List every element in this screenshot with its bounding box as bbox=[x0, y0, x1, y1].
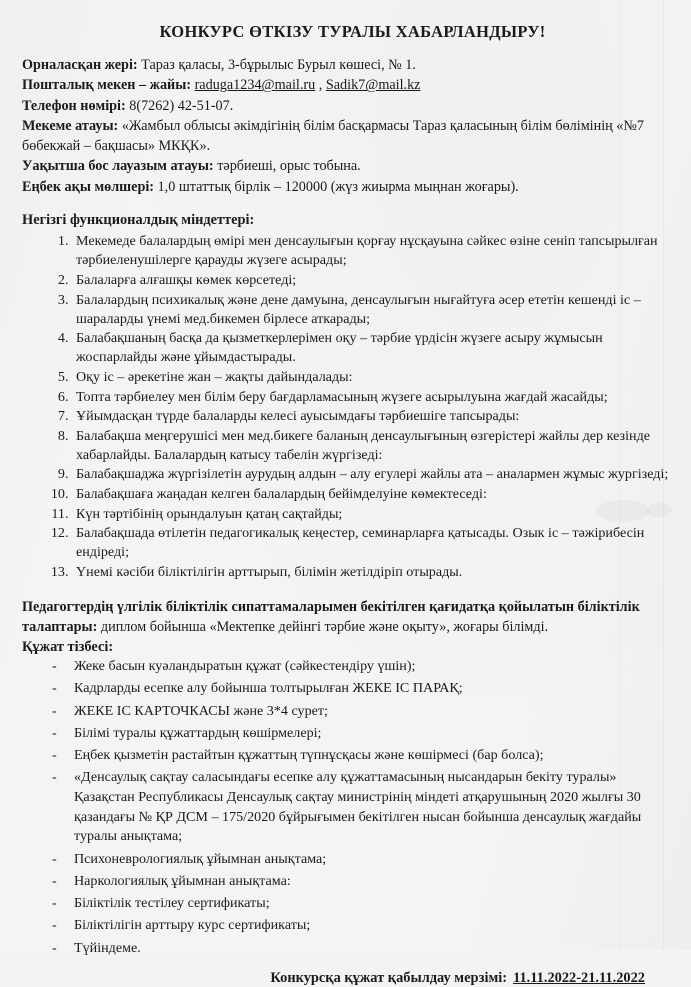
document-item bbox=[52, 746, 677, 766]
field-salary bbox=[22, 178, 677, 197]
dash-marker-icon: - bbox=[52, 769, 57, 786]
dash-marker-icon: - bbox=[52, 850, 57, 867]
field-phone-value: 8(7262) 42-51-07. bbox=[125, 97, 234, 114]
duty-item: 10. Балабақшаға жаңадан келген балалардың бейімделуіне көмектеседі: bbox=[72, 485, 677, 504]
field-vacancy-title bbox=[22, 157, 677, 176]
duty-item: 5. Оқу іс – әрекетіне жан – жақты дайындалады: bbox=[72, 368, 677, 387]
email-link-secondary[interactable]: Sadik7@mail.kz bbox=[325, 77, 421, 94]
dash-marker-icon: - bbox=[52, 702, 57, 719]
field-salary-value: 1,0 штаттық бірлік – 120000 (жүз жиырма мыңнан жоғары). bbox=[154, 178, 519, 195]
field-institution-name bbox=[22, 117, 677, 156]
document-item bbox=[52, 939, 677, 959]
document-item bbox=[52, 894, 677, 914]
document-item bbox=[52, 916, 677, 936]
field-location-value: Тараз қаласы, 3-бұрылыс Бурыл көшесі, № 1. bbox=[137, 57, 416, 73]
field-postal-address-label: Пошталық мекен – жайы: bbox=[22, 77, 192, 94]
document-item bbox=[52, 702, 677, 722]
field-institution-name-value: «Жамбыл облысы әкімдігінің білім басқармасы Тараз қаласының білім бөлімінің «№7 бөбекжай – бақшасы» МКҚК». bbox=[22, 118, 645, 154]
dash-marker-icon: - bbox=[52, 680, 57, 697]
duty-item: 4. Балабақшаның басқа да қызметкерлерімен оқу – тәрбие үрдісін жүзеге асыру жұмысын жоспарлайды және ұйымдастырады. bbox=[72, 329, 677, 367]
document-item-text: «Денсаулық сақтау саласындағы есепке алу құжаттамасының нысандарын бекіту туралы» Қазақстан Республикасы Денсаулық сақтау министрінің міндеті атқарушының 2020 жылғы 30 қазандағы № ҚР ДСМ – 175/2020 бұйрығымен бекітілген нысан бойынша денсаулық жағдайы туралы анықтама; bbox=[74, 769, 642, 845]
document-item bbox=[52, 657, 677, 677]
field-vacancy-title-label: Уақытша бос лауазым атауы: bbox=[22, 158, 214, 175]
documents-heading: Құжат тізбесі: bbox=[22, 639, 114, 656]
duty-item: 8. Балабақша меңгерушісі мен мед.бикеге баланың денсаулығының өзгерістері жайлы дер кезінде хабарлайды. Балалардың катысу табелін жүргізеді: bbox=[72, 427, 677, 465]
document-item-text: Біліктілік тестілеу сертификаты; bbox=[74, 895, 270, 912]
field-vacancy-title-value: тәрбиеші, орыс тобына. bbox=[213, 158, 361, 175]
field-institution-name-label: Мекеме атауы: bbox=[22, 118, 119, 135]
field-salary-label: Еңбек ақы мөлшері: bbox=[22, 178, 155, 195]
dash-marker-icon: - bbox=[52, 895, 57, 912]
field-phone-label: Телефон нөмірі: bbox=[22, 97, 126, 114]
field-location bbox=[22, 56, 677, 75]
duties-list bbox=[22, 232, 677, 582]
submission-deadline bbox=[22, 970, 677, 987]
document-item bbox=[52, 768, 677, 847]
document-item-text: Біліктілігін арттыру курс сертификаты; bbox=[74, 917, 311, 934]
document-item bbox=[52, 850, 677, 870]
document-item-text: Наркологиялық ұйымнан анықтама: bbox=[74, 872, 291, 889]
duty-item: 7. Ұйымдасқан түрде балаларды келесі ауысымдағы тәрбиешіге тапсырады: bbox=[72, 407, 677, 426]
dash-marker-icon: - bbox=[52, 917, 57, 934]
document-item-text: Білімі туралы құжаттардың көшірмелері; bbox=[74, 724, 322, 741]
qualification-body: диплом бойынша «Мектепке дейінгі тәрбие және оқыту», жоғары білімді. bbox=[97, 618, 549, 635]
info-fields bbox=[22, 56, 677, 197]
document-item-text: ЖЕКЕ ІС КАРТОЧКАСЫ және 3*4 сурет; bbox=[74, 702, 328, 719]
duty-item: 11. Күн тәртібінің орындалуын қатаң сақтайды; bbox=[72, 505, 677, 524]
document-item-text: Еңбек қызметін растайтын құжаттың түпнұсқасы және көшірмесі (бар болса); bbox=[74, 747, 544, 764]
document-item-text: Жеке басын куәландыратын құжат (сәйкестендіру үшін); bbox=[74, 658, 416, 675]
email-link-primary[interactable]: raduga1234@mail.ru bbox=[194, 77, 316, 94]
duty-item: 13. Үнемі кәсіби біліктілігін арттырып, білімін жетілдіріп отырады. bbox=[72, 563, 677, 582]
dash-marker-icon: - bbox=[52, 724, 57, 741]
field-phone bbox=[22, 97, 677, 116]
duty-item: 12. Балабақшада өтілетін педагогикалық кеңестер, семинарларға қатысады. Озык іс – тәжірибесін ендіреді; bbox=[72, 524, 677, 562]
qualification-heading-line2: біліктілік талаптары: bbox=[22, 599, 640, 635]
dash-marker-icon: - bbox=[52, 658, 57, 675]
submission-deadline-date: 11.11.2022-21.11.2022 bbox=[513, 970, 645, 987]
document-item-text: Кадрларды есепке алу бойынша толтырылған ЖЕКЕ ІС ПАРАҚ; bbox=[74, 680, 463, 697]
duty-item: 6. Топта тәрбиелеу мен білім беру бағдарламасының жүзеге асырылуына жағдай жасайды; bbox=[72, 388, 677, 407]
page-title: КОНКУРС ӨТКІЗУ ТУРАЛЫ ХАБАРЛАНДЫРУ! bbox=[159, 22, 546, 41]
duty-item: 9. Балабақшаджа жүргізілетін аурудың алдын – алу егулері жайлы ата – аналармен жұмыс жургізеді; bbox=[72, 465, 677, 484]
document-item-text: Түйіндеме. bbox=[74, 939, 141, 956]
document-item-text: Психоневрологиялық ұйымнан анықтама; bbox=[74, 850, 327, 867]
duty-item: 2. Балаларға алғашқы көмек көрсетеді; bbox=[72, 271, 677, 290]
duties-heading: Негізгі функционалдық міндеттері: bbox=[22, 212, 255, 229]
field-postal-address bbox=[22, 76, 677, 95]
email-separator: , bbox=[315, 77, 326, 94]
dash-marker-icon: - bbox=[52, 747, 57, 764]
duty-item: 3. Балалардың психикалық және дене дамуына, денсаулығын нығайтуға әсер ететін кешенді іс – шараларды үнемі мед.бикемен бірлесе аткарады; bbox=[72, 291, 677, 329]
duty-item: 1. Мекемеде балалардың өмірі мен денсаулығын қорғау нұсқауына сәйкес өзіне сеніп тапсырылған тәрбиеленушілерге қарауды жүзеге асырады; bbox=[72, 232, 677, 270]
dash-marker-icon: - bbox=[52, 939, 57, 956]
submission-deadline-label: Конкурсқа құжат қабылдау мерзімі: bbox=[270, 970, 508, 987]
field-location-label: Орналасқан жері: bbox=[22, 57, 138, 73]
dash-marker-icon: - bbox=[52, 872, 57, 889]
qualification-requirements bbox=[22, 598, 677, 637]
document-item bbox=[52, 724, 677, 744]
qualification-heading-line1: Педагогтердің үлгілік біліктілік сипаттамаларымен бекітілген қағидатқа қойылатын bbox=[22, 599, 575, 616]
document-item bbox=[52, 679, 677, 699]
document-item bbox=[52, 872, 677, 892]
documents-list bbox=[22, 657, 677, 958]
